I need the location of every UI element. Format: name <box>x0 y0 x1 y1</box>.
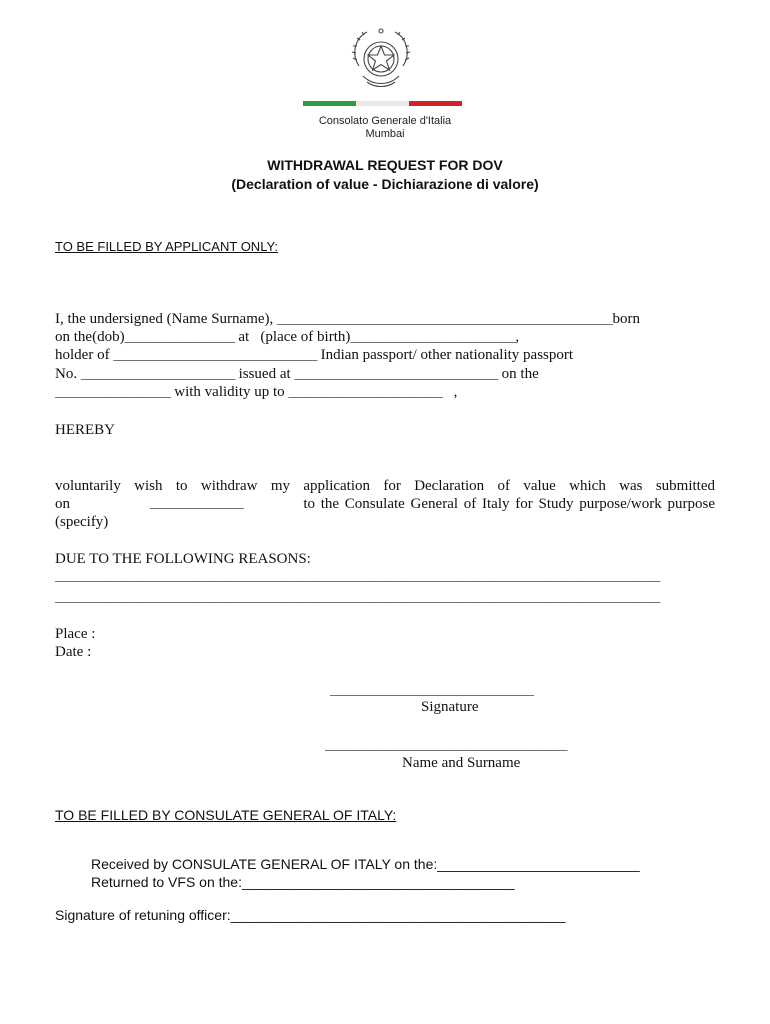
declaration-line-2 <box>55 329 519 346</box>
withdrawal-statement-line-1: voluntarily wish to withdraw my application for Declaration of value which was submitted <box>55 478 715 494</box>
consulate-purpose-text: to the Consulate General of Italy for Study purpose/work purpose <box>303 496 715 512</box>
officer-row <box>55 907 565 923</box>
declaration-line-1 <box>55 311 640 328</box>
issued-at-label: issued at <box>234 366 295 382</box>
name-surname-label: I, the undersigned (Name Surname), <box>55 311 274 327</box>
returned-date-field[interactable]: ___________________________________ <box>241 874 515 890</box>
received-row <box>91 856 640 872</box>
declaration-line-3 <box>55 347 573 364</box>
withdrawal-statement-line-2 <box>55 496 715 513</box>
name-surname-signature-label: Name and Surname <box>402 755 521 771</box>
document-title: WITHDRAWAL REQUEST FOR DOV <box>267 157 503 173</box>
returned-label: Returned to VFS on the: <box>91 874 242 890</box>
signature-label: Signature <box>421 699 479 715</box>
holder-name-field[interactable]: _____________________________________ <box>113 348 317 362</box>
born-label: born <box>612 311 641 327</box>
issue-date-field[interactable]: _____________________ <box>55 385 171 399</box>
officer-signature-field[interactable]: ___________________________________________ <box>230 907 566 923</box>
passport-no-field[interactable]: ____________________________ <box>80 367 235 381</box>
received-date-field[interactable]: __________________________ <box>437 856 640 872</box>
on-label: on <box>55 496 70 512</box>
place-of-birth-field[interactable]: ______________________________ <box>350 330 516 344</box>
passport-type-label: Indian passport/ other nationality passport <box>316 347 574 363</box>
consulate-name: Consolato Generale d'Italia <box>318 115 452 127</box>
specify-label: (specify) <box>55 514 109 530</box>
returned-row <box>91 874 515 890</box>
consulate-city: Mumbai <box>365 128 405 140</box>
flag-stripe-white <box>356 101 409 106</box>
consulate-section-heading: TO BE FILLED BY CONSULATE GENERAL OF ITALY: <box>55 807 397 823</box>
comma: , <box>515 329 520 345</box>
reasons-field-line-2[interactable]: ______________________________________________________________________________________________________________ <box>55 590 660 604</box>
validity-label: with validity up to <box>170 384 289 400</box>
trailing-comma: , <box>442 384 458 400</box>
reasons-label: DUE TO THE FOLLOWING REASONS: <box>55 551 311 567</box>
place-of-birth-label: at (place of birth) <box>234 329 351 345</box>
received-label: Received by CONSULATE GENERAL OF ITALY on the: <box>91 856 438 872</box>
dob-field[interactable]: ____________________ <box>124 330 235 344</box>
hereby-label: HEREBY <box>55 422 115 438</box>
flag-stripe-green <box>303 101 356 106</box>
passport-no-label: No. <box>55 366 81 382</box>
dob-label: on the(dob) <box>55 329 125 345</box>
holder-of-label: holder of <box>55 347 114 363</box>
validity-field[interactable]: ____________________________ <box>288 385 443 399</box>
issued-at-field[interactable]: _____________________________________ <box>294 367 498 381</box>
on-the-label: on the <box>497 366 539 382</box>
signature-field[interactable]: _____________________________________ <box>330 683 534 697</box>
flag-stripe-red <box>409 101 462 106</box>
submission-date-field[interactable]: _________________ <box>149 496 244 510</box>
name-surname-signature-field[interactable]: ____________________________________________ <box>325 738 567 752</box>
name-surname-field[interactable]: _____________________________________________________________ <box>277 312 613 326</box>
place-label: Place : <box>55 626 96 642</box>
declaration-line-5 <box>55 384 457 401</box>
date-label: Date : <box>55 644 92 660</box>
italian-republic-emblem <box>349 26 413 94</box>
document-subtitle: (Declaration of value - Dichiarazione di valore) <box>231 176 539 192</box>
reasons-field-line-1[interactable]: ______________________________________________________________________________________________________________ <box>55 569 660 583</box>
officer-signature-label: Signature of retuning officer: <box>55 907 231 923</box>
applicant-section-heading: TO BE FILLED BY APPLICANT ONLY: <box>55 239 279 254</box>
declaration-line-4 <box>55 366 539 383</box>
